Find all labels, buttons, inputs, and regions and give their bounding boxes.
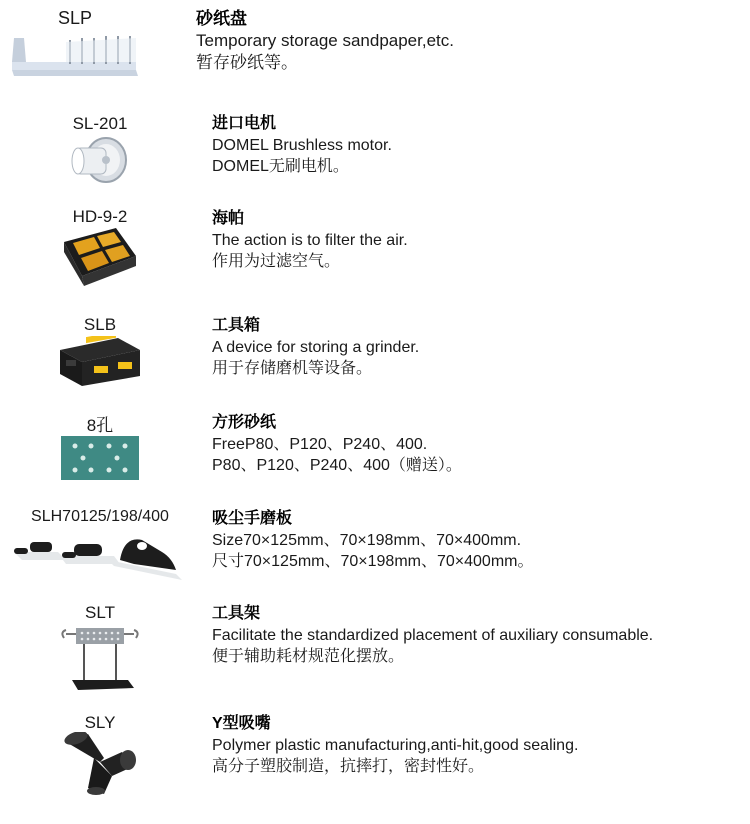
product-description-en: Polymer plastic manufacturing,anti-hit,good sealing. [212,737,579,754]
product-code: SL-201 [72,114,128,133]
product-title: 方形砂纸 [212,414,277,431]
product-description-en: A device for storing a grinder. [212,339,420,356]
product-description-zh: 作用为过滤空气。 [212,253,341,270]
sanding-blocks-image [12,530,184,582]
product-code: SLT [85,603,115,622]
product-description-zh: DOMEL无刷电机。 [212,158,349,175]
product-description-zh: P80、P120、P240、400（赠送）。 [212,457,462,474]
product-description-en: The action is to filter the air. [212,232,408,249]
product-description-en: Size70×125mm、70×198mm、70×400mm. [212,532,522,549]
product-title: 工具架 [212,605,261,622]
tool-rack-image [60,624,140,694]
product-code: SLB [83,315,117,334]
product-description-en: DOMEL Brushless motor. [212,137,392,154]
toolbox-image [58,336,142,388]
product-title: 进口电机 [212,115,277,132]
product-title: 砂纸盘 [196,9,247,28]
product-description-zh: 暂存砂纸等。 [196,53,298,72]
product-code: HD-9-2 [72,207,128,226]
product-description-zh: 便于辅助耗材规范化摆放。 [212,648,405,665]
product-description-en: Temporary storage sandpaper,etc. [196,31,454,50]
product-title: 海帕 [212,210,245,227]
product-description-zh: 用于存储磨机等设备。 [212,360,373,377]
product-code: SLH70125/198/400 [31,508,169,525]
product-code: SLY [84,713,116,732]
product-code: SLP [57,8,93,28]
product-description-en: FreeP80、P120、P240、400. [212,436,428,453]
product-code: 8孔 [86,416,114,435]
product-title: 工具箱 [212,317,261,334]
sandpaper-tray-image [10,32,138,78]
product-title: Y型吸嘴 [212,715,271,732]
product-description-zh: 尺寸70×125mm、70×198mm、70×400mm。 [212,553,534,570]
product-description-en: Facilitate the standardized placement of auxiliary consumable. [212,627,654,644]
y-nozzle-image [60,732,142,796]
product-title: 吸尘手磨板 [212,510,293,527]
motor-image [66,136,130,188]
hepa-filter-image [60,226,140,290]
square-sandpaper-image [61,436,139,480]
product-description-zh: 高分子塑胶制造，抗摔打，密封性好。 [212,758,485,775]
